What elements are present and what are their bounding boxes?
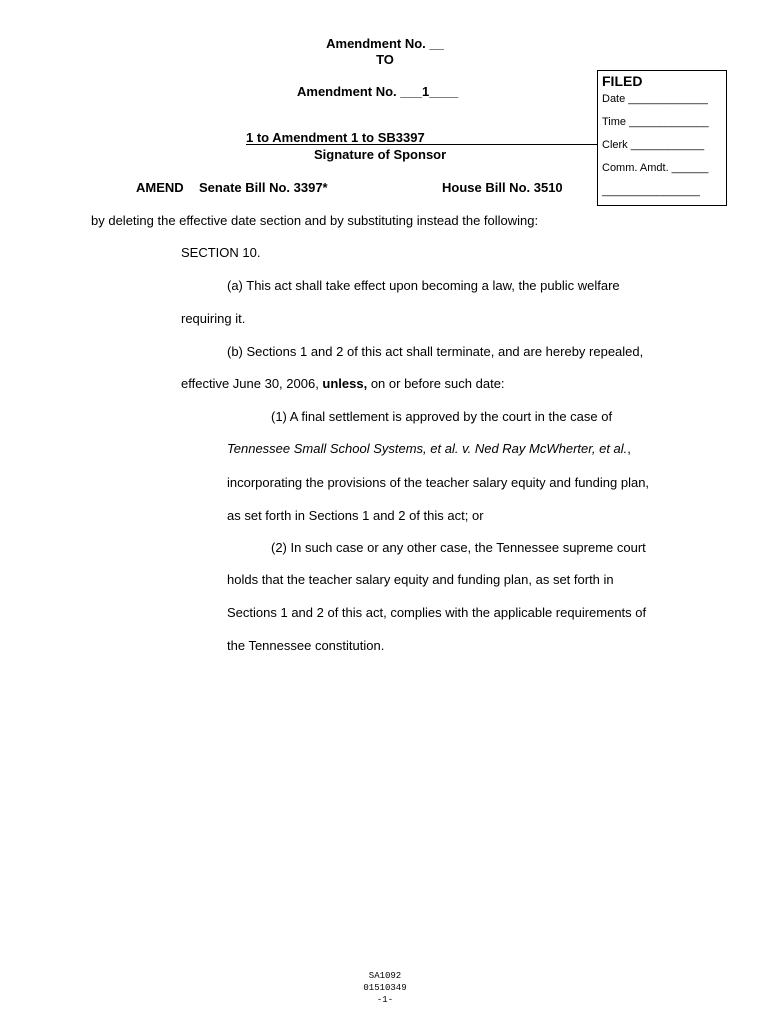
intro-text: by deleting the effective date section and by substituting instead the following: <box>91 213 539 228</box>
clause-1-line2 <box>227 441 631 456</box>
page-number: -1- <box>376 995 394 1005</box>
filed-time: Time _____________ <box>602 116 709 128</box>
filed-blank: ________________ <box>602 185 700 197</box>
amend-label: AMEND <box>136 180 184 195</box>
amendment-number: Amendment No. __ <box>326 36 444 51</box>
clause-2-line3: Sections 1 and 2 of this act, complies with the applicable requirements of <box>227 605 647 620</box>
para-a-line1: (a) This act shall take effect upon becoming a law, the public welfare <box>227 278 620 293</box>
signature-line <box>246 144 598 145</box>
senate-bill: Senate Bill No. 3397* <box>199 180 328 195</box>
filed-title: FILED <box>602 73 643 89</box>
para-b-line2 <box>181 376 505 391</box>
clause-1-line1: (1) A final settlement is approved by the court in the case of <box>271 409 613 424</box>
filed-box <box>597 70 727 206</box>
case-name: Tennessee Small School Systems, et al. v. Ned Ray McWherter, et al. <box>227 441 628 456</box>
para-b-line1: (b) Sections 1 and 2 of this act shall terminate, and are hereby repealed, <box>227 344 644 359</box>
para-b-unless: unless, <box>322 376 368 391</box>
para-a-line2: requiring it. <box>181 311 246 326</box>
clause-2-line1: (2) In such case or any other case, the Tennessee supreme court <box>271 540 646 555</box>
footer-code: SA1092 <box>368 971 402 981</box>
clause-1-line2-post: , <box>627 441 631 456</box>
to-label: TO <box>376 52 394 67</box>
para-b-line2-pre: effective June 30, 2006, <box>181 376 323 391</box>
clause-2-line2: holds that the teacher salary equity and funding plan, as set forth in <box>227 572 614 587</box>
footer-number: 01510349 <box>363 983 407 993</box>
signature-of-sponsor: Signature of Sponsor <box>314 147 447 162</box>
amendment-reference: 1 to Amendment 1 to SB3397 <box>246 130 425 145</box>
filed-clerk: Clerk ____________ <box>602 139 705 151</box>
amendment-number-2: Amendment No. ___1____ <box>297 84 459 99</box>
section-heading: SECTION 10. <box>181 245 261 260</box>
filed-date: Date _____________ <box>602 93 708 105</box>
clause-1-line4: as set forth in Sections 1 and 2 of this act; or <box>227 508 484 523</box>
clause-2-line4: the Tennessee constitution. <box>227 638 385 653</box>
para-b-line2-post: on or before such date: <box>367 376 505 391</box>
clause-1-line3: incorporating the provisions of the teacher salary equity and funding plan, <box>227 475 650 490</box>
filed-comm-amdt: Comm. Amdt. ______ <box>602 162 709 174</box>
house-bill: House Bill No. 3510 <box>442 180 563 195</box>
